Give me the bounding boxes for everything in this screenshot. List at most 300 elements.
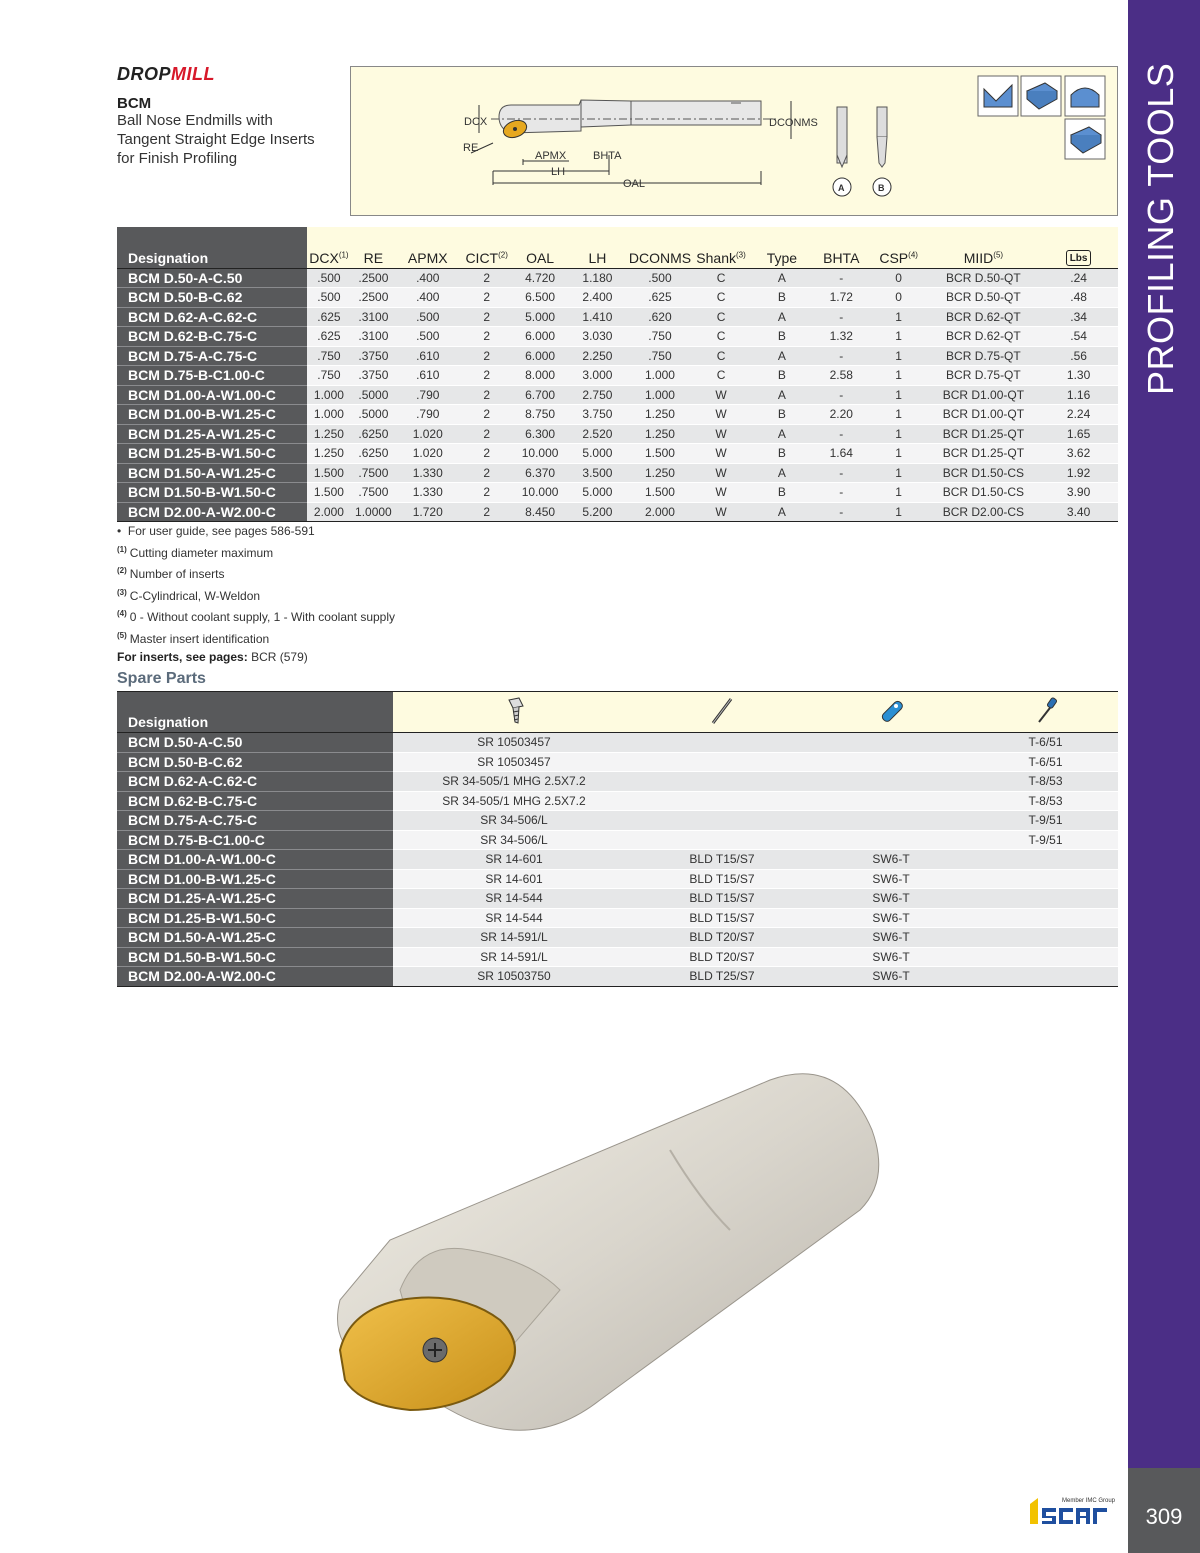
- spare-header-row: [117, 692, 1118, 733]
- table-cell: .3750: [350, 366, 396, 386]
- spare-cell: [635, 791, 809, 811]
- table-cell: 1.92: [1039, 463, 1118, 483]
- label-dcx: DCX: [464, 116, 488, 128]
- designation-cell: BCM D1.50-B-W1.50-C: [117, 947, 393, 967]
- table-cell: 1.000: [629, 366, 691, 386]
- table-cell: C: [691, 288, 751, 308]
- table-cell: .2500: [350, 288, 396, 308]
- spare-cell: [635, 830, 809, 850]
- table-row: [117, 444, 1118, 464]
- v-block-icon: [978, 76, 1018, 116]
- table-cell: 1.330: [396, 463, 459, 483]
- table-cell: .610: [396, 346, 459, 366]
- table-cell: -: [813, 463, 870, 483]
- table-cell: 2.20: [813, 405, 870, 425]
- type-b-label: B: [878, 183, 885, 193]
- table-cell: 2.58: [813, 366, 870, 386]
- table-cell: C: [691, 346, 751, 366]
- designation-header: Designation: [117, 227, 307, 268]
- designation-cell: BCM D1.25-B-W1.50-C: [117, 908, 393, 928]
- spare-cell: [809, 733, 973, 753]
- designation-cell: BCM D1.25-A-W1.25-C: [117, 424, 307, 444]
- table-row: [117, 366, 1118, 386]
- table-cell: 1: [870, 405, 928, 425]
- table-cell: .3100: [350, 327, 396, 347]
- table-cell: 5.000: [566, 483, 629, 503]
- spare-cell: BLD T15/S7: [635, 850, 809, 870]
- spare-parts-table: [117, 691, 1118, 987]
- designation-cell: BCM D1.00-B-W1.25-C: [117, 869, 393, 889]
- table-cell: .750: [307, 346, 350, 366]
- table-cell: .620: [629, 307, 691, 327]
- table-cell: 5.000: [514, 307, 566, 327]
- spare-cell: [973, 967, 1118, 987]
- table-cell: B: [751, 288, 813, 308]
- table-row: [117, 463, 1118, 483]
- spare-cell: SR 34-506/L: [393, 811, 635, 831]
- table-cell: 2.24: [1039, 405, 1118, 425]
- flat-workpiece-icon: [1021, 76, 1061, 116]
- table-cell: 1: [870, 502, 928, 522]
- column-header-dconms: DCONMS: [629, 227, 691, 268]
- brand-logo: [117, 64, 215, 85]
- table-cell: 1.180: [566, 268, 629, 288]
- table-cell: B: [751, 405, 813, 425]
- spare-cell: [635, 772, 809, 792]
- table-cell: 1.250: [629, 463, 691, 483]
- spare-cell: [973, 869, 1118, 889]
- table-cell: 1: [870, 463, 928, 483]
- spare-cell: T-8/53: [973, 791, 1118, 811]
- table-cell: .790: [396, 385, 459, 405]
- table-cell: 1.500: [629, 483, 691, 503]
- spare-designation-header: Designation: [117, 692, 393, 733]
- designation-cell: BCM D.62-A-C.62-C: [117, 307, 307, 327]
- table-cell: -: [813, 346, 870, 366]
- designation-cell: BCM D.50-B-C.62: [117, 288, 307, 308]
- designation-cell: BCM D.62-B-C.75-C: [117, 791, 393, 811]
- table-row: [117, 405, 1118, 425]
- table-cell: .500: [629, 268, 691, 288]
- designation-cell: BCM D.62-A-C.62-C: [117, 772, 393, 792]
- table-cell: 1.0000: [350, 502, 396, 522]
- table-cell: 2: [459, 288, 514, 308]
- inserts-reference: For inserts, see pages: BCR (579): [117, 649, 308, 664]
- table-cell: A: [751, 424, 813, 444]
- table-cell: 2: [459, 307, 514, 327]
- table-cell: .400: [396, 268, 459, 288]
- table-cell: W: [691, 405, 751, 425]
- table-cell: .500: [307, 268, 350, 288]
- table-cell: 0: [870, 288, 928, 308]
- designation-cell: BCM D1.00-B-W1.25-C: [117, 405, 307, 425]
- table-cell: BCR D2.00-CS: [928, 502, 1040, 522]
- table-row: [117, 268, 1118, 288]
- table-cell: 1.30: [1039, 366, 1118, 386]
- table-cell: 1: [870, 346, 928, 366]
- designation-cell: BCM D.62-B-C.75-C: [117, 327, 307, 347]
- spare-cell: T-6/51: [973, 752, 1118, 772]
- table-row: [117, 502, 1118, 522]
- designation-cell: BCM D.75-B-C1.00-C: [117, 830, 393, 850]
- table-cell: W: [691, 385, 751, 405]
- table-cell: W: [691, 483, 751, 503]
- spare-row: [117, 791, 1118, 811]
- table-cell: 2: [459, 463, 514, 483]
- table-cell: A: [751, 307, 813, 327]
- table-cell: C: [691, 366, 751, 386]
- table-header-row: [117, 227, 1118, 268]
- table-cell: 2.250: [566, 346, 629, 366]
- table-cell: 3.90: [1039, 483, 1118, 503]
- table-cell: A: [751, 346, 813, 366]
- table-cell: BCR D.62-QT: [928, 307, 1040, 327]
- spare-row: [117, 908, 1118, 928]
- table-cell: .7500: [350, 483, 396, 503]
- table-cell: B: [751, 366, 813, 386]
- table-cell: 10.000: [514, 444, 566, 464]
- column-header-re: RE: [350, 227, 396, 268]
- spare-cell: [973, 928, 1118, 948]
- table-row: [117, 307, 1118, 327]
- product-description: Ball Nose Endmills with Tangent Straight Edge Inserts for Finish Profiling: [117, 112, 315, 167]
- table-row: [117, 288, 1118, 308]
- type-a-drawing: [833, 107, 851, 196]
- table-cell: 2: [459, 366, 514, 386]
- spare-cell: SR 10503750: [393, 967, 635, 987]
- spare-cell: SR 34-505/1 MHG 2.5X7.2: [393, 772, 635, 792]
- table-cell: .7500: [350, 463, 396, 483]
- spare-row: [117, 811, 1118, 831]
- designation-cell: BCM D1.00-A-W1.00-C: [117, 850, 393, 870]
- table-cell: W: [691, 444, 751, 464]
- label-re: RE: [463, 142, 479, 154]
- spare-cell: T-8/53: [973, 772, 1118, 792]
- table-cell: 1.250: [629, 424, 691, 444]
- table-cell: .625: [307, 327, 350, 347]
- spare-cell: [635, 752, 809, 772]
- table-cell: 1.250: [307, 424, 350, 444]
- type-b-drawing: [873, 107, 891, 196]
- table-row: [117, 424, 1118, 444]
- table-cell: -: [813, 483, 870, 503]
- table-cell: 1.250: [629, 405, 691, 425]
- table-cell: .790: [396, 405, 459, 425]
- table-row: [117, 327, 1118, 347]
- table-cell: W: [691, 424, 751, 444]
- table-cell: BCR D1.50-CS: [928, 483, 1040, 503]
- table-cell: A: [751, 463, 813, 483]
- table-cell: A: [751, 268, 813, 288]
- spare-cell: [973, 889, 1118, 909]
- table-cell: BCR D.50-QT: [928, 288, 1040, 308]
- designation-cell: BCM D1.50-A-W1.25-C: [117, 463, 307, 483]
- table-cell: A: [751, 385, 813, 405]
- spare-cell: SR 14-591/L: [393, 947, 635, 967]
- ramping-icon: [1065, 119, 1105, 159]
- label-bhta: BHTA: [593, 150, 622, 162]
- table-cell: 2: [459, 502, 514, 522]
- spare-row: [117, 869, 1118, 889]
- spare-cell: BLD T20/S7: [635, 947, 809, 967]
- brand-mill: MILL: [171, 64, 216, 84]
- spare-row: [117, 850, 1118, 870]
- table-cell: B: [751, 483, 813, 503]
- footnote: $^{(1)}$ Cutting diameter maximum: [117, 544, 274, 560]
- table-cell: B: [751, 444, 813, 464]
- note-bullet: • For user guide, see pages 586-591: [117, 524, 315, 538]
- spare-cell: SW6-T: [809, 850, 973, 870]
- type-a-label: A: [838, 183, 845, 193]
- table-cell: 1.020: [396, 444, 459, 464]
- table-cell: 3.030: [566, 327, 629, 347]
- table-cell: 3.000: [566, 366, 629, 386]
- table-cell: 1.65: [1039, 424, 1118, 444]
- table-cell: 3.62: [1039, 444, 1118, 464]
- brand-drop: DROP: [117, 64, 172, 84]
- table-cell: 8.750: [514, 405, 566, 425]
- spare-row: [117, 733, 1118, 753]
- spare-row: [117, 889, 1118, 909]
- designation-cell: BCM D.50-A-C.50: [117, 268, 307, 288]
- label-dconms: DCONMS: [769, 117, 818, 129]
- table-cell: 2.520: [566, 424, 629, 444]
- table-cell: 2: [459, 483, 514, 503]
- designation-cell: BCM D1.50-B-W1.50-C: [117, 483, 307, 503]
- table-cell: 6.000: [514, 327, 566, 347]
- spare-cell: T-6/51: [973, 733, 1118, 753]
- table-cell: 1.000: [307, 385, 350, 405]
- table-cell: 1: [870, 327, 928, 347]
- table-cell: .48: [1039, 288, 1118, 308]
- spare-cell: [635, 811, 809, 831]
- table-cell: 1.000: [629, 385, 691, 405]
- column-header-shank: Shank$^{(3)}$: [691, 227, 751, 268]
- spare-cell: SR 10503457: [393, 733, 635, 753]
- spare-cell: [973, 908, 1118, 928]
- page-number: 309: [1128, 1468, 1200, 1553]
- spare-row: [117, 830, 1118, 850]
- table-cell: BCR D1.25-QT: [928, 444, 1040, 464]
- screw-icon: [393, 692, 635, 733]
- table-cell: .34: [1039, 307, 1118, 327]
- table-cell: 2.000: [307, 502, 350, 522]
- table-cell: A: [751, 502, 813, 522]
- column-header-csp: CSP$^{(4)}$: [870, 227, 928, 268]
- table-cell: 2.750: [566, 385, 629, 405]
- column-header-cict: CICT$^{(2)}$: [459, 227, 514, 268]
- designation-cell: BCM D1.25-B-W1.50-C: [117, 444, 307, 464]
- spare-cell: T-9/51: [973, 830, 1118, 850]
- table-cell: 5.000: [566, 444, 629, 464]
- spare-cell: SW6-T: [809, 869, 973, 889]
- spare-cell: [809, 791, 973, 811]
- label-oal: OAL: [623, 178, 646, 190]
- table-cell: 2: [459, 444, 514, 464]
- section-title: PROFILING TOOLS: [1140, 62, 1181, 395]
- tool-diagram: [350, 66, 1118, 216]
- designation-cell: BCM D1.00-A-W1.00-C: [117, 385, 307, 405]
- table-row: [117, 346, 1118, 366]
- table-cell: BCR D.62-QT: [928, 327, 1040, 347]
- table-cell: .5000: [350, 385, 396, 405]
- torx-key-icon: [973, 692, 1118, 733]
- table-cell: 2: [459, 385, 514, 405]
- column-header-dcx: DCX$^{(1)}$: [307, 227, 350, 268]
- table-cell: .3750: [350, 346, 396, 366]
- spare-cell: T-9/51: [973, 811, 1118, 831]
- table-cell: 6.000: [514, 346, 566, 366]
- spare-cell: SW6-T: [809, 947, 973, 967]
- table-cell: 1.72: [813, 288, 870, 308]
- spare-parts-title: Spare Parts: [117, 670, 206, 687]
- spare-cell: [809, 830, 973, 850]
- spare-cell: BLD T15/S7: [635, 908, 809, 928]
- spare-row: [117, 772, 1118, 792]
- table-cell: 1.500: [307, 463, 350, 483]
- spare-row: [117, 947, 1118, 967]
- table-cell: .500: [307, 288, 350, 308]
- column-header-lh: LH: [566, 227, 629, 268]
- table-cell: 1: [870, 444, 928, 464]
- table-cell: -: [813, 424, 870, 444]
- table-cell: .500: [396, 327, 459, 347]
- table-cell: 1.250: [307, 444, 350, 464]
- table-cell: 2: [459, 346, 514, 366]
- table-cell: 1: [870, 307, 928, 327]
- spare-row: [117, 967, 1118, 987]
- footnote: $^{(5)}$ Master insert identification: [117, 630, 270, 646]
- spare-cell: SR 14-591/L: [393, 928, 635, 948]
- logo-tagline: Member IMC Group: [1062, 1498, 1116, 1504]
- table-cell: 1.410: [566, 307, 629, 327]
- designation-cell: BCM D.75-A-C.75-C: [117, 346, 307, 366]
- table-cell: W: [691, 502, 751, 522]
- notes: [117, 523, 395, 666]
- table-cell: 1.64: [813, 444, 870, 464]
- designation-cell: BCM D.75-B-C1.00-C: [117, 366, 307, 386]
- table-cell: 5.200: [566, 502, 629, 522]
- designation-cell: BCM D1.25-A-W1.25-C: [117, 889, 393, 909]
- spare-cell: BLD T15/S7: [635, 869, 809, 889]
- spare-cell: SW6-T: [809, 889, 973, 909]
- table-cell: .24: [1039, 268, 1118, 288]
- spare-cell: SW6-T: [809, 928, 973, 948]
- table-cell: BCR D1.00-QT: [928, 405, 1040, 425]
- table-cell: 1.720: [396, 502, 459, 522]
- table-cell: 2.400: [566, 288, 629, 308]
- table-cell: 8.000: [514, 366, 566, 386]
- table-cell: C: [691, 268, 751, 288]
- spare-cell: SW6-T: [809, 908, 973, 928]
- column-header-type: Type: [751, 227, 813, 268]
- table-cell: 10.000: [514, 483, 566, 503]
- spare-cell: SR 34-505/1 MHG 2.5X7.2: [393, 791, 635, 811]
- spare-cell: [973, 850, 1118, 870]
- spare-cell: [809, 772, 973, 792]
- table-cell: BCR D.75-QT: [928, 366, 1040, 386]
- footnote: $^{(3)}$ C-Cylindrical, W-Weldon: [117, 587, 261, 603]
- table-cell: .610: [396, 366, 459, 386]
- table-cell: BCR D1.25-QT: [928, 424, 1040, 444]
- spare-cell: SW6-T: [809, 967, 973, 987]
- column-header-oal: OAL: [514, 227, 566, 268]
- table-cell: .2500: [350, 268, 396, 288]
- table-cell: BCR D.50-QT: [928, 268, 1040, 288]
- table-cell: 2: [459, 405, 514, 425]
- table-cell: -: [813, 385, 870, 405]
- table-cell: 1: [870, 424, 928, 444]
- curved-surface-icon: [1065, 76, 1105, 116]
- table-cell: BCR D.75-QT: [928, 346, 1040, 366]
- spare-row: [117, 928, 1118, 948]
- endmill-photo: [300, 1060, 900, 1480]
- table-cell: 1.500: [307, 483, 350, 503]
- table-cell: .500: [396, 307, 459, 327]
- spare-cell: [635, 733, 809, 753]
- spare-cell: SR 34-506/L: [393, 830, 635, 850]
- spare-cell: [809, 752, 973, 772]
- table-cell: B: [751, 327, 813, 347]
- designation-cell: BCM D.50-B-C.62: [117, 752, 393, 772]
- footnote: $^{(2)}$ Number of inserts: [117, 566, 225, 582]
- designation-cell: BCM D.75-A-C.75-C: [117, 811, 393, 831]
- table-cell: 2: [459, 268, 514, 288]
- table-cell: .54: [1039, 327, 1118, 347]
- table-cell: 6.370: [514, 463, 566, 483]
- column-header-bhta: BHTA: [813, 227, 870, 268]
- spare-cell: SR 14-544: [393, 889, 635, 909]
- table-cell: 3.750: [566, 405, 629, 425]
- designation-cell: BCM D1.50-A-W1.25-C: [117, 928, 393, 948]
- column-header-miid: MIID$^{(5)}$: [928, 227, 1040, 268]
- key-blade-icon: [635, 692, 809, 733]
- table-cell: C: [691, 307, 751, 327]
- table-cell: .750: [629, 327, 691, 347]
- table-cell: C: [691, 327, 751, 347]
- table-cell: 6.300: [514, 424, 566, 444]
- spare-cell: [809, 811, 973, 831]
- table-cell: 1.330: [396, 483, 459, 503]
- table-cell: -: [813, 502, 870, 522]
- table-cell: -: [813, 307, 870, 327]
- table-cell: 2: [459, 424, 514, 444]
- spare-cell: BLD T15/S7: [635, 889, 809, 909]
- table-cell: 2: [459, 327, 514, 347]
- table-cell: .750: [629, 346, 691, 366]
- spare-cell: SR 14-601: [393, 869, 635, 889]
- table-cell: 2.000: [629, 502, 691, 522]
- table-cell: 1: [870, 483, 928, 503]
- table-cell: .750: [307, 366, 350, 386]
- table-cell: .6250: [350, 424, 396, 444]
- designation-cell: BCM D2.00-A-W2.00-C: [117, 967, 393, 987]
- table-cell: .625: [629, 288, 691, 308]
- label-apmx: APMX: [535, 150, 567, 162]
- spare-cell: SR 14-601: [393, 850, 635, 870]
- table-cell: 3.40: [1039, 502, 1118, 522]
- spare-cell: SR 14-544: [393, 908, 635, 928]
- table-cell: .400: [396, 288, 459, 308]
- table-cell: .6250: [350, 444, 396, 464]
- iscar-logo: [1028, 1494, 1118, 1528]
- table-cell: 1.16: [1039, 385, 1118, 405]
- weight-lbs-icon: Lbs: [1039, 227, 1118, 268]
- designation-cell: BCM D2.00-A-W2.00-C: [117, 502, 307, 522]
- table-cell: 1: [870, 385, 928, 405]
- designation-cell: BCM D.50-A-C.50: [117, 733, 393, 753]
- table-cell: 4.720: [514, 268, 566, 288]
